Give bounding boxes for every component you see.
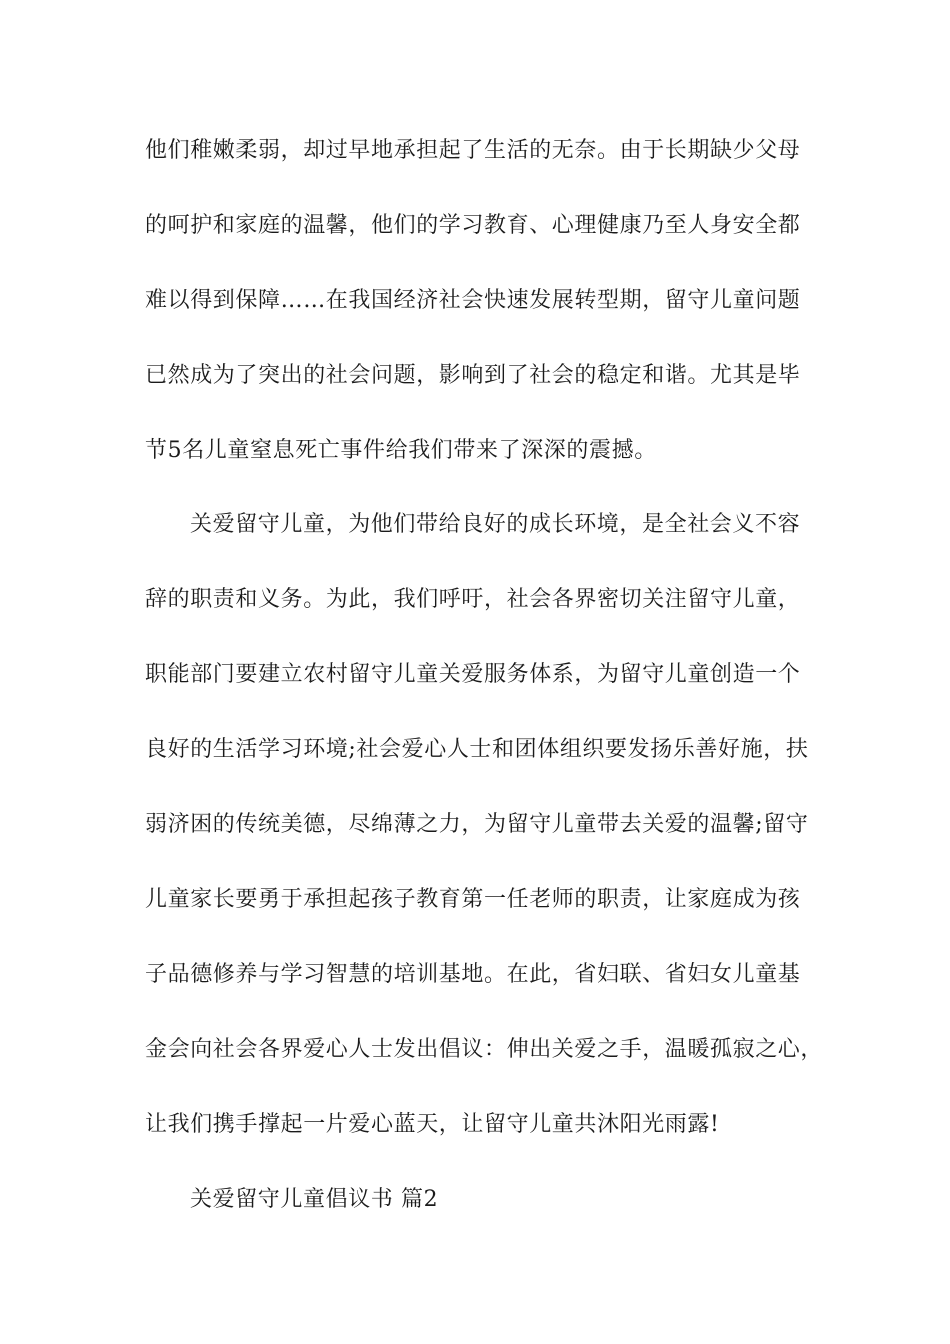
paragraph-2-line-9: 让我们携手撑起一片爱心蓝天，让留守儿童共沐阳光雨露! bbox=[145, 1112, 720, 1137]
paragraph-2-line-1: 关爱留守儿童，为他们带给良好的成长环境，是全社会义不容 bbox=[190, 512, 801, 537]
section-heading: 关爱留守儿童倡议书 篇2 bbox=[190, 1187, 439, 1212]
paragraph-1-line-3: 难以得到保障……在我国经济社会快速发展转型期，留守儿童问题 bbox=[145, 288, 801, 313]
paragraph-2-line-8: 金会向社会各界爱心人士发出倡议：伸出关爱之手，温暖孤寂之心， bbox=[145, 1037, 824, 1062]
paragraph-1-line-5: 节5名儿童窒息死亡事件给我们带来了深深的震撼。 bbox=[145, 438, 657, 463]
paragraph-1-line-4: 已然成为了突出的社会问题，影响到了社会的稳定和谐。尤其是毕 bbox=[145, 363, 801, 388]
paragraph-2-line-5: 弱济困的传统美德，尽绵薄之力，为留守儿童带去关爱的温馨;留守 bbox=[145, 812, 809, 837]
paragraph-2-line-3: 职能部门要建立农村留守儿童关爱服务体系，为留守儿童创造一个 bbox=[145, 662, 801, 687]
paragraph-1-line-2: 的呵护和家庭的温馨，他们的学习教育、心理健康乃至人身安全都 bbox=[145, 213, 801, 238]
paragraph-1-line-1: 他们稚嫩柔弱，却过早地承担起了生活的无奈。由于长期缺少父母 bbox=[145, 138, 801, 163]
paragraph-2-line-4: 良好的生活学习环境;社会爱心人士和团体组织要发扬乐善好施，扶 bbox=[145, 737, 809, 762]
paragraph-2-line-7: 子品德修养与学习智慧的培训基地。在此，省妇联、省妇女儿童基 bbox=[145, 962, 801, 987]
paragraph-2-line-2: 辞的职责和义务。为此，我们呼吁，社会各界密切关注留守儿童， bbox=[145, 587, 801, 612]
paragraph-2-line-6: 儿童家长要勇于承担起孩子教育第一任老师的职责，让家庭成为孩 bbox=[145, 887, 801, 912]
